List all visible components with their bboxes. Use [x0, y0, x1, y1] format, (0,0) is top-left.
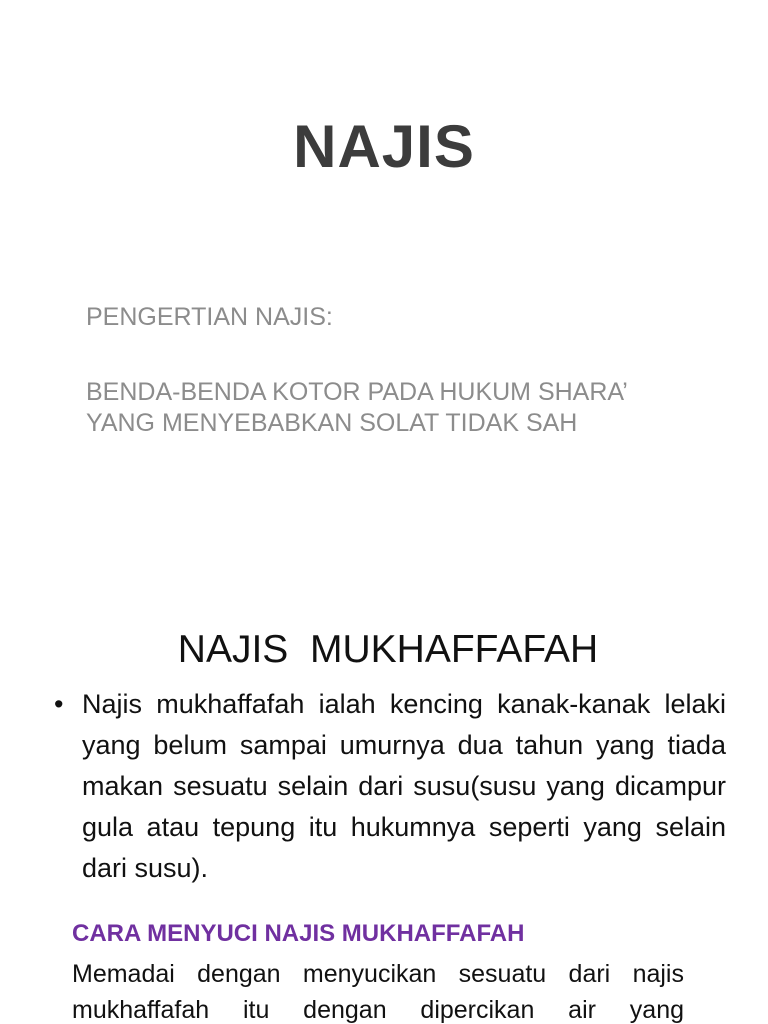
bullet-icon: • [54, 689, 64, 719]
cleaning-method-text: Memadai dengan menyucikan sesuatu dari najis mukhaffafah itu dengan dipercikan air yang [72, 960, 684, 1024]
cleaning-method-heading: CARA MENYUCI NAJIS MUKHAFFAFAH [72, 920, 525, 947]
slide-title: NAJIS MUKHAFFAFAH [177, 628, 599, 671]
definition-heading: PENGERTIAN NAJIS: [86, 303, 333, 331]
slide-najis-mukhaffafah [0, 576, 768, 1024]
definition-text: BENDA-BENDA KOTOR PADA HUKUM SHARA’ YANG MENYEBABKAN SOLAT TIDAK SAH [86, 378, 627, 437]
slide-title: NAJIS [293, 113, 475, 180]
subtitle-block [86, 302, 646, 439]
bullet-text: Najis mukhaffafah ialah kencing kanak-kanak lelaki yang belum sampai umurnya dua tahun yang tiada makan sesuatu selain dari susu(susu yang dicampur gula atau tepung itu hukumnya seperti yang selain dari susu). [82, 689, 726, 883]
